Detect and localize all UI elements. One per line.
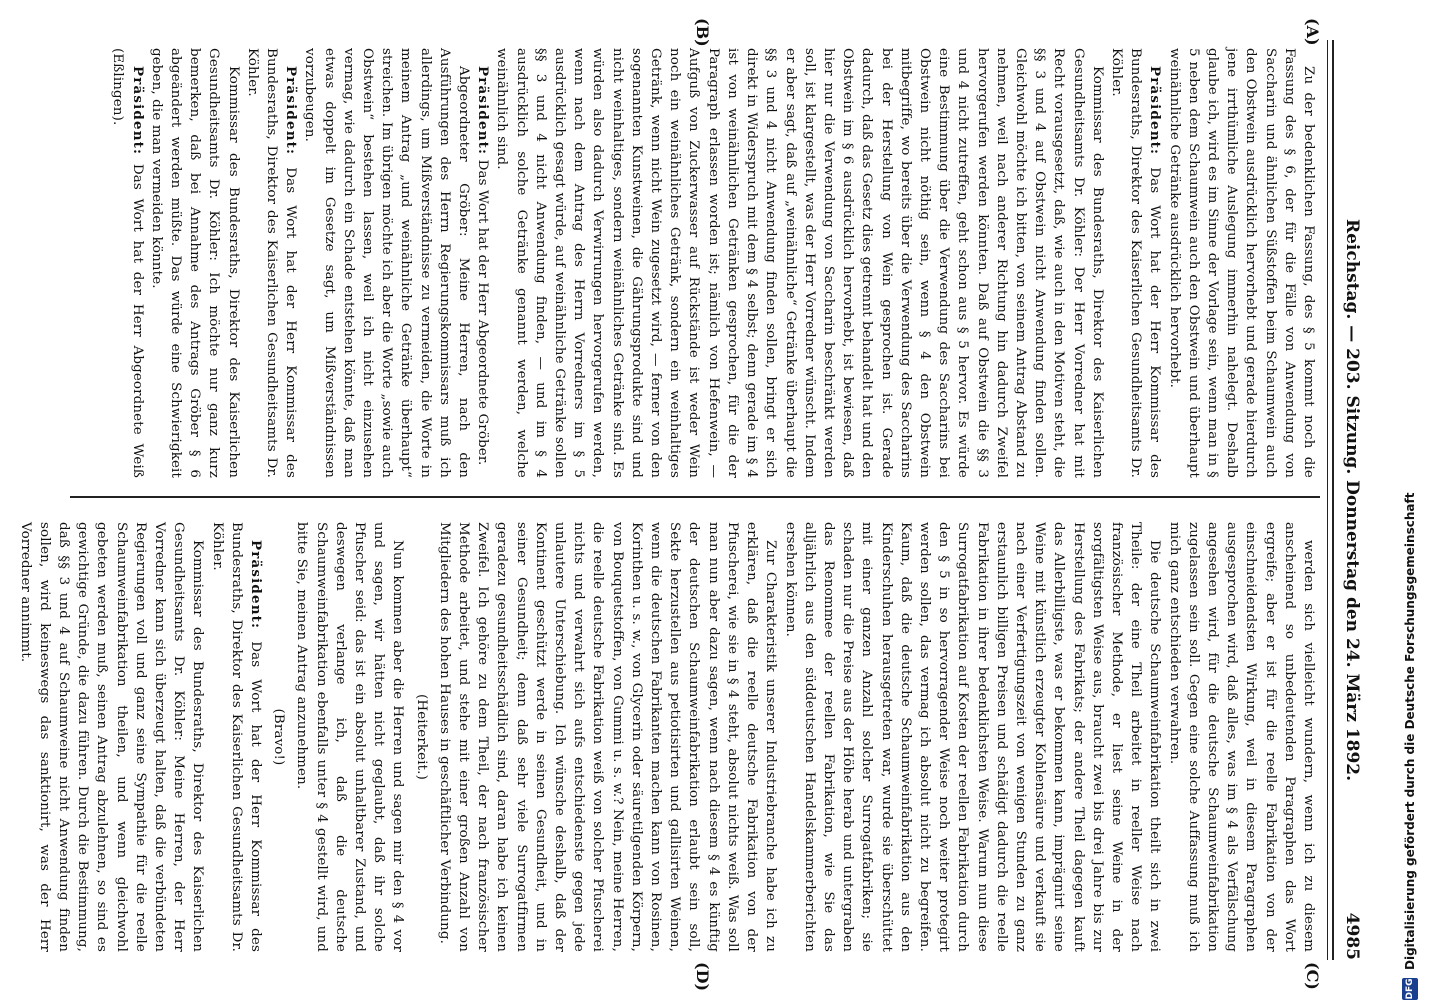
paragraph: Kommissar des Bundesraths, Direktor des Kaiserlichen Gesundheitsamts Dr. Köhler: Ich möchte nur ganz kurz bemerken, daß bei Annahme des Antrags Gröber § 6 abgeändert werden müßte. Das würde eine Schwierigkeit geben, die man vermeiden könnte. xyxy=(148,48,241,478)
interjection: (Bravo!) xyxy=(271,708,287,766)
paragraph: Präsident: Das Wort hat der Herr Abgeordnete Gröber. xyxy=(475,66,492,466)
speaker-label: Präsident: xyxy=(283,66,300,156)
paragraph: Nun kommen aber die Herren und sagen mir den § 4 vor und sagen, wir hätten nicht geglaubt, daß ihr solche Pfuscher seid: das ist ein absolut unhaltbarer Zustand, und deswegen verlange ich, daß die deutsche Schaumweinfabrikation ebenfalls unter § 4 gestellt wird, und bitte Sie, meinen Antrag anzunehmen. xyxy=(294,522,406,952)
paragraph: Präsident: Das Wort hat der Herr Abgeordnete Weiß (Eßlingen). xyxy=(110,48,146,478)
margin-mark-c: (C) xyxy=(1303,962,1322,990)
paragraph: Kommissar des Bundesraths, Direktor des Kaiserlichen Gesundheitsamts Dr. Köhler: Meine Herren, der Herr Vorredner kann sich überzeugt halten, daß die verbündeten Regierungen voll und ganz seine Sympathie für die reelle Schaumweinfabrikation theilen, und wenn gleichwohl gebeten werden muß, seinen Antrag abzulehnen, so sind es gewichtige Gründe, die dazu führen. Durch die Bestimmung, daß §§ 3 und 4 auf Schaumweine nicht Anwendung finden sollen, wird keineswegs das sanktionirt, was der Herr Vorredner annimmt. xyxy=(17,522,206,952)
paragraph: Abgeordneter Gröber: Meine Herren, nach den Ausführungen des Herrn Regierungskommissars muß ich allerdings, um Mißverständnisse zu vermeiden, die Worte in meinem Antrag „und weinähnliche Getränke überhaupt“ streichen. Im übrigen möchte ich aber die Worte „sowie auch Obstwein“ bestehen lassen, weil ich nicht einzusehen vermag, wie dadurch ein Schade entstehen könnte, daß man etwas doppelt im Gesetze sagt, um Mißverständnissen vorzubeugen. xyxy=(302,48,472,478)
right-column xyxy=(17,522,1318,952)
header-rule-thin xyxy=(1327,40,1328,960)
digitization-credit xyxy=(1396,0,1424,1000)
paragraph: Präsident: Das Wort hat der Herr Kommissar des Bundesraths, Direktor des Kaiserlichen Gesundheitsamts Dr. Köhler. xyxy=(1108,48,1164,478)
paragraph: Zu der bedenklichen Fassung, des § 5 kommt noch die Fassung des § 6, der für die Fälle von Anwendung von Saccharin und ähnlichen Süßstoffen beim Schaumwein auch den Obstwein ausdrücklich hervorhebt und gerade hierdurch jene irrthümliche Auslegung immerhin nahelegt. Deshalb glaube ich, wird es im Sinne der Vorlage sein, wenn man in § 5 neben dem Schaumwein auch den Obstwein und überhaupt weinähnliche Getränke ausdrücklich hervorhebt. xyxy=(1166,48,1316,478)
running-head xyxy=(1336,40,1362,960)
paragraph: werden sich vielleicht wundern, wenn ich zu diesem anscheinend so unbedeutenden Paragraphen das Wort ergreife; aber er ist für die reelle Fabrikation von der einschneidendsten Wirkung, weil in diesem Paragraphen ausgesprochen wird, daß alles, was im § 4 als Verfälschung angesehen wird, für die deutsche Schaumweinfabrikation zugelassen sein soll. Gegen eine solche Auffassung muß ich mich ganz entschieden verwahren. xyxy=(1166,522,1316,952)
speaker-label: Präsident: xyxy=(1147,66,1164,156)
dfg-logo-icon: DFG xyxy=(1402,978,1418,1000)
page-number: 4985 xyxy=(1342,912,1362,960)
margin-mark-d: (D) xyxy=(693,962,712,992)
header-rule xyxy=(1332,40,1334,960)
margin-mark-b: (B) xyxy=(693,18,712,47)
speaker-label: Präsident: xyxy=(129,66,146,156)
column-divider xyxy=(70,496,1320,498)
left-column xyxy=(58,48,1318,478)
paragraph: Zur Charakteristik unserer Industriebranche habe ich zu erklären, daß die reelle deutsche Fabrikation von der Pfuscherei, wie sie in § 4 steht, absolut nichts weiß. Was soll man nun aber dazu sagen, wenn nach diesem § 4 es künftig der deutschen Schaumweinfabrikation erlaubt sein soll, Sekte herzustellen aus petiotisirten und gallisirten Weinen, wenn die deutschen Fabrikanten machen kann von Rosinen, Korinthen u. s. w., von Glycerin oder säuretilgenden Körpern, von Bouquetstoffen, von Gummi u. s. w.? Nein, meine Herren, die reelle deutsche Fabrikation weiß von solcher Pfuscherei nichts und verwahrt sich aufs entschiedenste gegen jede unlautere Unterschiebung. Ich wünsche deshalb, daß der Kontinent geschützt werde in seinen Gesundheit, und in seiner Gesundheit; denn daß sehr viele Surrogatfirmen geradezu gesundheitsschädlich sind, daran habe ich keinen Zweifel. Ich gehöre zu dem Theil, der nach französischer Methode arbeitet, und stehe mit einer großen Anzahl von Mitgliedern des hohen Hauses in geschäftlicher Verbindung. xyxy=(436,522,779,952)
running-title: Reichstag. — 203. Sitzung. Donnerstag den 24. März 1892. xyxy=(1342,218,1362,782)
paragraph: Kommissar des Bundesraths, Direktor des Kaiserlichen Gesundheitsamts Dr. Köhler: Der Herr Vorredner hat mit Recht vorausgesetzt, daß, wie auch in den Motiven steht, die §§ 3 und 4 auf Obstwein nicht Anwendung finden sollen. Gleichwohl möchte ich bitten, von seinem Antrag Abstand zu nehmen, weil nach anderer Richtung hin dadurch Zweifel hervorgerufen werden könnten. Daß auf Obstwein die §§ 3 und 4 nicht zutreffen, geht schon aus § 5 hervor. Es würde eine Bestimmung über die Verwendung des Saccharins bei Obstwein nicht nöthig sein, wenn § 4 den Obstwein mitbegriffe, wo bereits über die Verwendung des Saccharins bei der Herstellung von Wein gesprochen ist. Gerade dadurch, daß das Gesetz dies getrennt behandelt hat und den Obstwein im § 6 ausdrücklich hervorhebt, ist bewiesen, daß hier nur die Verwendung von Saccharin beschränkt werden soll, ist klargestellt, was der Herr Vorredner wünscht. Indem er aber sagt, daß auf „weinähnliche“ Getränke überhaupt die §§ 3 und 4 nicht Anwendung finden sollen, bringt er sich direkt in Widerspruch mit dem § 4 selbst; denn gerade im § 4 ist von weinähnlichen Getränken gesprochen, für die der Paragraph erlassen worden ist; nämlich von Hefenwein, — Aufguß von Zuckerwasser auf Rückstände ist weder Wein noch ein weinähnliches Getränk, sondern ein weinhaltiges Getränk, wenn nicht Wein zugesetzt wird, — ferner von den sogenannten Kunstweinen, die Gährungsprodukte sind und nicht weinhaltiges, sondern weinähnliches Getränke sind. Es würden also dadurch Verwirrungen hervorgerufen werden, wenn nach dem Antrag des Herrn Vorredners im § 5 ausdrücklich gesagt würde, auf weinähnliche Getränke sollen §§ 3 und 4 nicht Anwendung finden, — und im § 4 ausdrücklich solche Getränke genannt werden, welche weinähnlich sind. xyxy=(494,48,1105,478)
speaker-label: Präsident: xyxy=(475,66,492,156)
margin-mark-a: (A) xyxy=(1303,18,1322,46)
paragraph: Präsident: Das Wort hat der Herr Kommissar des Bundesraths, Direktor des Kaiserlichen Gesundheitsamts Dr. Köhler. xyxy=(209,522,265,952)
interjection: (Heiterkeit.) xyxy=(413,694,429,780)
paragraph: Die deutsche Schaumweinfabrikation theilt sich in zwei Theile: der eine Theil arbeitet in reeller Weise nach französischer Methode, er liest seine Weine in der sorgfältigsten Weise aus, braucht zwei bis drei Jahre bis zur Herstellung des Fabrikats; der andere Theil dagegen kauft das Allerbilligste, was er bekommen kann, imprägnirt seine Weine mit künstlich erzeugter Kohlensäure und verkauft sie nach einer Verfertigungszeit von wenigen Stunden zu ganz erstaunlich billigen Preisen und schädigt dadurch die reelle Fabrikation in ihrer bedenklichsten Weise. Warum nun diese Surrogatfabrikation auf Kosten der reellen Fabrikation durch den § 5 in so hervorragender Weise noch weiter protegirt werden sollen, das vermag ich absolut nicht zu begreifen. Kaum, daß die deutsche Schaumweinfabrikation aus den Kinderschuhen herausgetreten war, wurde sie überschüttet mit einer ganzen Anzahl solcher Surrogatfabriken; sie schaden nur die Preise aus der Höhe herab und untergraben das Renommee der reellen Fabrikation, wie Sie das alljährlich aus den süddeutschen Handelskammerberichten ersehen können. xyxy=(782,522,1163,952)
speaker-label: Präsident: xyxy=(248,540,265,630)
credit-text: Digitalisierung gefördert durch die Deutsche Forschungsgemeinschaft xyxy=(1403,492,1417,970)
paragraph: Präsident: Das Wort hat der Herr Kommissar des Bundesraths, Direktor des Kaiserlichen Gesundheitsamts Dr. Köhler. xyxy=(244,48,300,478)
